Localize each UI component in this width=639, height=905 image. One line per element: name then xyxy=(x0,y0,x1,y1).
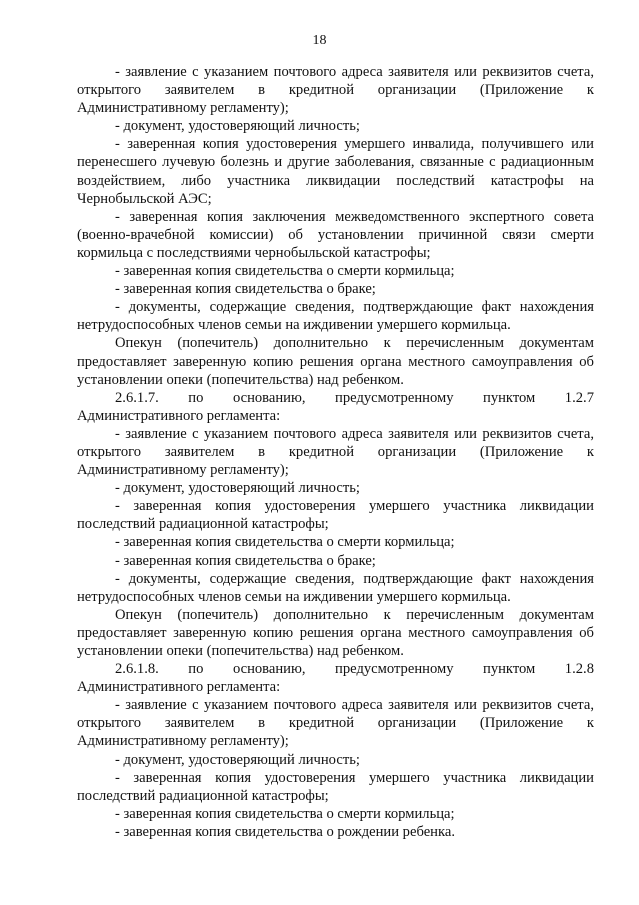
list-item: - заявление с указанием почтового адреса заявителя или реквизитов счета, открытого заявителем в кредитной организации (Приложение к Административному регламенту); xyxy=(77,697,594,750)
document-body xyxy=(77,63,594,841)
list-item: - заверенная копия свидетельства о смерти кормильца; xyxy=(115,263,455,280)
list-item: - документы, содержащие сведения, подтверждающие факт нахождения нетрудоспособных членов семьи на иждивении умершего кормильца. xyxy=(77,299,594,334)
list-item: - заверенная копия удостоверения умершего участника ликвидации последствий радиационной катастрофы; xyxy=(77,769,594,804)
list-item: - заверенная копия заключения межведомственного экспертного совета (военно-врачебной комиссии) об установлении причинной связи смерти кормильца с последствиями чернобыльской катастрофы; xyxy=(77,208,594,261)
list-item: - документ, удостоверяющий личность; xyxy=(115,118,360,135)
list-item: - заверенная копия удостоверения умершего инвалида, получившего или перенесшего лучевую болезнь и другие заболевания, связанные с радиационным воздействием, либо участника ликвидации последствий катастрофы на Чернобыльской АЭС; xyxy=(77,136,594,207)
list-item: - документ, удостоверяющий личность; xyxy=(115,751,360,768)
list-item: - заверенная копия свидетельства о браке; xyxy=(115,281,376,298)
section-paragraph-2-6-1-8: 2.6.1.8. по основанию, предусмотренному пунктом 1.2.8 Административного регламента: xyxy=(77,661,594,696)
list-item: - заверенная копия свидетельства о браке; xyxy=(115,552,376,569)
guardian-paragraph: Опекун (попечитель) дополнительно к перечисленным документам предоставляет заверенную копию решения органа местного самоуправления об установлении опеки (попечительства) над ребенком. xyxy=(77,606,594,659)
section-paragraph-2-6-1-7: 2.6.1.7. по основанию, предусмотренному пунктом 1.2.7 Административного регламента: xyxy=(77,389,594,424)
list-item: - заверенная копия свидетельства о рождении ребенка. xyxy=(115,823,455,840)
page-number: 18 xyxy=(312,33,327,48)
list-item: - документы, содержащие сведения, подтверждающие факт нахождения нетрудоспособных членов семьи на иждивении умершего кормильца. xyxy=(77,570,594,605)
list-item: - заверенная копия свидетельства о смерти кормильца; xyxy=(115,805,455,822)
list-item: - заверенная копия свидетельства о смерти кормильца; xyxy=(115,534,455,551)
guardian-paragraph: Опекун (попечитель) дополнительно к перечисленным документам предоставляет заверенную копию решения органа местного самоуправления об установлении опеки (попечительства) над ребенком. xyxy=(77,335,594,388)
list-item: - заявление с указанием почтового адреса заявителя или реквизитов счета, открытого заявителем в кредитной организации (Приложение к Административному регламенту); xyxy=(77,425,594,479)
list-item: - документ, удостоверяющий личность; xyxy=(115,480,360,497)
list-item: - заверенная копия удостоверения умершего участника ликвидации последствий радиационной катастрофы; xyxy=(77,498,594,533)
list-item: - заявление с указанием почтового адреса заявителя или реквизитов счета, открытого заявителем в кредитной организации (Приложение к Административному регламенту); xyxy=(77,64,594,117)
